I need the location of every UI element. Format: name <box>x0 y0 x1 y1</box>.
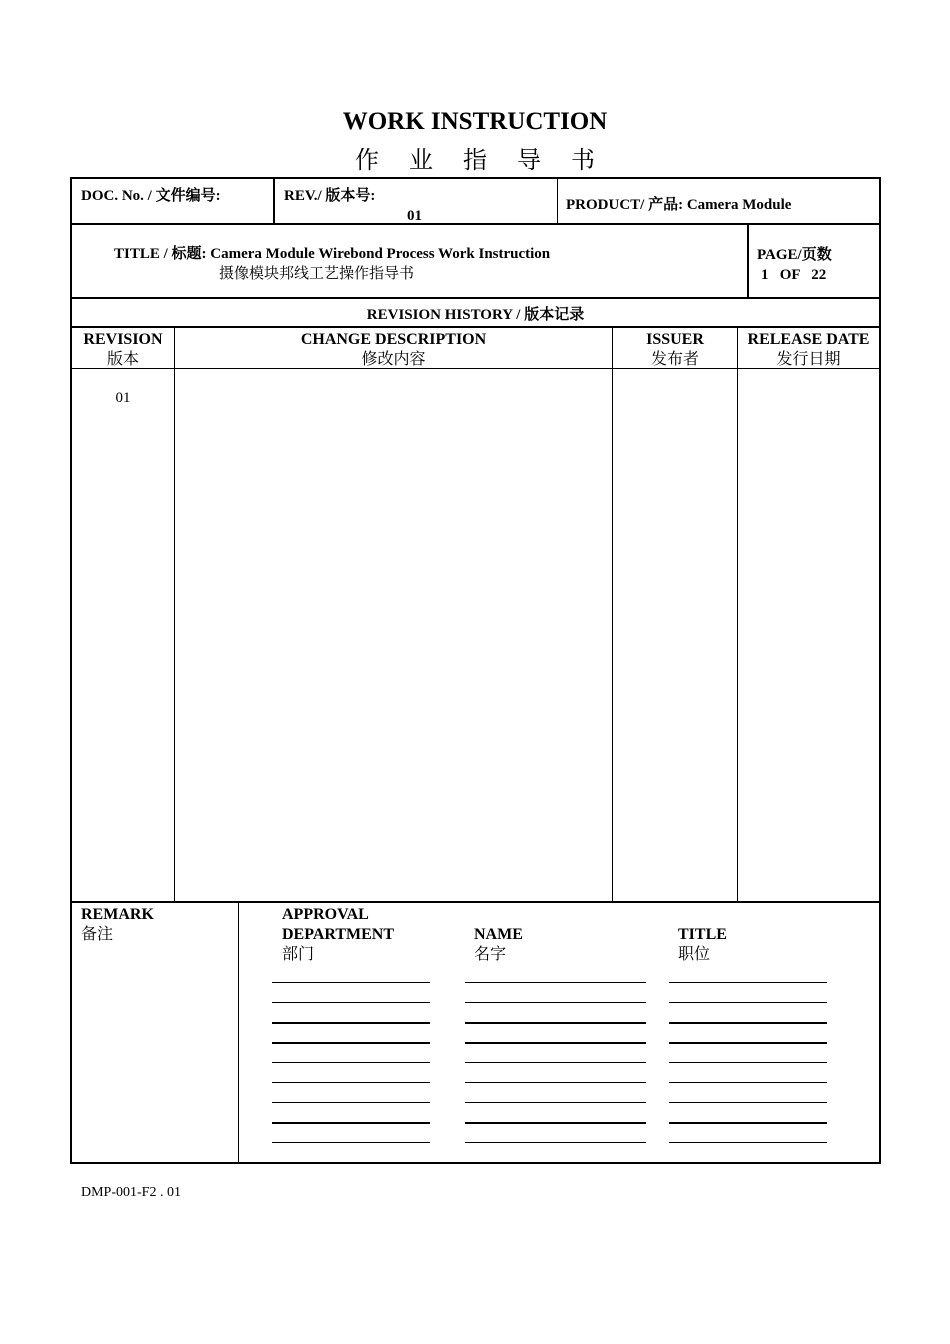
signature-line[interactable] <box>669 1002 827 1003</box>
revision-cell: 01 <box>115 390 131 406</box>
product-label: PRODUCT/ 产品: <box>566 197 687 213</box>
signature-line[interactable] <box>272 1082 430 1083</box>
signature-line[interactable] <box>669 1142 827 1143</box>
page-value: 1 OF 22 <box>761 267 827 283</box>
title-field <box>114 245 550 264</box>
signature-line[interactable] <box>272 1062 430 1063</box>
signature-line[interactable] <box>669 982 827 983</box>
signature-line[interactable] <box>465 1142 646 1143</box>
signature-line[interactable] <box>669 1042 827 1044</box>
signature-line[interactable] <box>669 1022 827 1024</box>
signature-line[interactable] <box>669 1122 827 1124</box>
signature-line[interactable] <box>272 1122 430 1124</box>
column-header-revision <box>72 330 174 370</box>
column-header-en: RELEASE DATE <box>747 331 870 348</box>
signature-line[interactable] <box>465 1082 646 1083</box>
title-header <box>678 925 727 965</box>
form-code: DMP-001-F2 . 01 <box>81 1185 181 1200</box>
column-header-cn: 修改内容 <box>361 351 426 368</box>
column-divider <box>238 903 239 1162</box>
divider <box>72 223 879 225</box>
column-header-cn: 发行日期 <box>776 351 841 368</box>
divider <box>72 297 879 299</box>
doc-no-label: DOC. No. / 文件编号: <box>81 188 221 204</box>
document-title-chinese: 作业指导书 <box>355 148 625 174</box>
divider <box>72 368 879 369</box>
signature-line[interactable] <box>272 1142 430 1143</box>
column-header-issuer <box>613 330 737 370</box>
signature-line[interactable] <box>465 1022 646 1024</box>
signature-line[interactable] <box>272 1002 430 1003</box>
title-value-chinese: 摄像模块邦线工艺操作指导书 <box>219 266 415 282</box>
approval-label: APPROVAL <box>282 906 369 923</box>
signature-line[interactable] <box>272 1102 430 1103</box>
column-header-cn: 发布者 <box>650 351 699 368</box>
signature-line[interactable] <box>465 1062 646 1063</box>
remark-label: REMARK <box>81 906 154 923</box>
remark-block <box>81 905 154 945</box>
product-value: Camera Module <box>686 197 792 213</box>
name-header <box>474 925 523 965</box>
department-label-chinese: 部门 <box>282 946 315 963</box>
column-divider <box>737 327 738 901</box>
title-label: TITLE / 标题: <box>114 246 211 262</box>
column-divider <box>612 327 613 901</box>
divider <box>72 326 879 328</box>
department-label: DEPARTMENT <box>282 926 395 943</box>
product-field <box>566 196 791 215</box>
signature-line[interactable] <box>272 982 430 983</box>
signature-line[interactable] <box>272 1022 430 1024</box>
signature-line[interactable] <box>272 1042 430 1044</box>
form-frame <box>70 177 881 1164</box>
divider <box>557 179 558 223</box>
remark-label-chinese: 备注 <box>81 926 114 943</box>
name-label-chinese: 名字 <box>474 946 507 963</box>
department-header <box>282 905 394 965</box>
signature-line[interactable] <box>465 982 646 983</box>
column-header-en: REVISION <box>83 331 163 348</box>
signature-line[interactable] <box>465 1122 646 1124</box>
rev-value: 01 <box>407 208 422 224</box>
title-value: Camera Module Wirebond Process Work Instruction <box>210 246 551 262</box>
page-label: PAGE/页数 <box>757 247 832 263</box>
signature-line[interactable] <box>465 1042 646 1044</box>
signature-line[interactable] <box>669 1082 827 1083</box>
column-header-change-description <box>175 330 612 370</box>
document-title: WORK INSTRUCTION <box>342 108 608 135</box>
divider <box>72 901 879 903</box>
title-label-chinese: 职位 <box>678 946 711 963</box>
signature-line[interactable] <box>465 1102 646 1103</box>
divider <box>747 223 749 297</box>
signature-line[interactable] <box>669 1062 827 1063</box>
divider <box>273 179 275 223</box>
signature-line[interactable] <box>669 1102 827 1103</box>
column-divider <box>174 327 175 901</box>
rev-label: REV./ 版本号: <box>284 188 376 204</box>
column-header-release-date <box>738 330 879 370</box>
signature-line[interactable] <box>465 1002 646 1003</box>
column-header-en: ISSUER <box>646 331 704 348</box>
name-label: NAME <box>474 926 523 943</box>
title-label: TITLE <box>678 926 727 943</box>
revision-history-heading: REVISION HISTORY / 版本记录 <box>366 307 585 323</box>
column-header-cn: 版本 <box>106 351 139 368</box>
column-header-en: CHANGE DESCRIPTION <box>300 331 487 348</box>
